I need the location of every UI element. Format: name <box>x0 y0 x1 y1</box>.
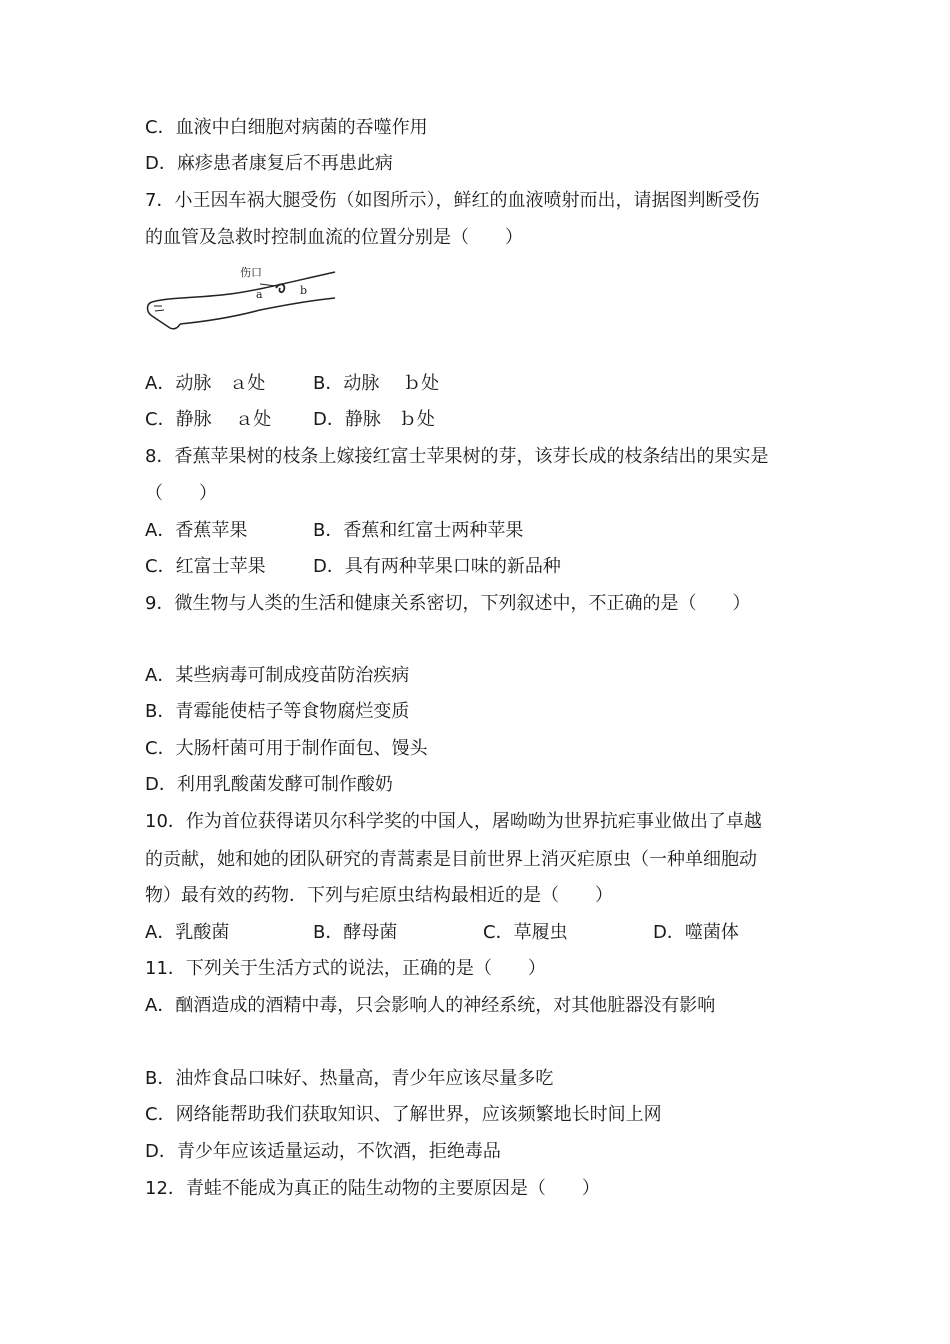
q11-option-b: B．油炸食品口味好、热量高，青少年应该尽量多吃 <box>145 1068 554 1089</box>
q10-stem-line2: 的贡献，她和她的团队研究的青蒿素是目前世界上消灭疟原虫（一种单细胞动 <box>145 849 757 870</box>
q6-option-d: D．麻疹患者康复后不再患此病 <box>145 153 393 174</box>
q7-option-b: B．动脉 ｂ处 <box>313 373 440 394</box>
q7-option-a: A．动脉 ａ处 <box>145 373 266 394</box>
q11-option-a: A．酗酒造成的酒精中毒，只会影响人的神经系统，对其他脏器没有影响 <box>145 995 716 1016</box>
leg-lower-outline <box>180 298 335 324</box>
q7-option-c: C．静脉 ａ处 <box>145 409 272 430</box>
q9-option-c: C．大肠杆菌可用于制作面包、馒头 <box>145 738 428 759</box>
q8-option-d: D．具有两种苹果口味的新品种 <box>313 556 561 577</box>
q9-option-b: B．青霉能使桔子等食物腐烂变质 <box>145 701 410 722</box>
q8-option-b: B．香蕉和红富士两种苹果 <box>313 520 524 541</box>
q11-option-c: C．网络能帮助我们获取知识、了解世界，应该频繁地长时间上网 <box>145 1104 662 1125</box>
q7-stem-line1: 7．小王因车祸大腿受伤（如图所示），鲜红的血液喷射而出，请据图判断受伤 <box>145 190 760 211</box>
q12-stem-line1: 12．青蛙不能成为真正的陆生动物的主要原因是（ ） <box>145 1178 600 1199</box>
q10-option-b: B．酵母菌 <box>313 922 398 943</box>
q6-option-c: C．血液中白细胞对病菌的吞噬作用 <box>145 117 428 138</box>
leg-wound-diagram <box>140 262 340 354</box>
q7-stem-line2: 的血管及急救时控制血流的位置分别是（ ） <box>145 227 523 248</box>
q9-stem-line1: 9．微生物与人类的生活和健康关系密切，下列叙述中，不正确的是（ ） <box>145 593 751 614</box>
q10-stem-line1: 10．作为首位获得诺贝尔科学奖的中国人，屠呦呦为世界抗疟事业做出了卓越 <box>145 811 762 832</box>
q8-option-c: C．红富士苹果 <box>145 556 266 577</box>
wound-label: 伤口 <box>240 266 262 279</box>
q10-stem-line3: 物）最有效的药物．下列与疟原虫结构最相近的是（ ） <box>145 885 613 906</box>
q8-option-a: A．香蕉苹果 <box>145 520 248 541</box>
q10-option-c: C．草履虫 <box>483 922 568 943</box>
q8-stem-line1: 8．香蕉苹果树的枝条上嫁接红富士苹果树的芽，该芽长成的枝条结出的果实是 <box>145 446 769 467</box>
q10-option-d: D．噬菌体 <box>653 922 739 943</box>
q7-option-d: D．静脉 ｂ处 <box>313 409 435 430</box>
q9-option-a: A．某些病毒可制成疫苗防治疾病 <box>145 665 410 686</box>
q8-stem-line2: （ ） <box>145 483 217 504</box>
point-b-label: b <box>300 284 308 297</box>
toe-lines <box>154 306 164 311</box>
q10-option-a: A．乳酸菌 <box>145 922 230 943</box>
q9-option-d: D．利用乳酸菌发酵可制作酸奶 <box>145 774 393 795</box>
q11-option-d: D．青少年应该适量运动，不饮酒，拒绝毒品 <box>145 1141 501 1162</box>
wound-mark <box>276 284 284 292</box>
foot-outline <box>148 302 181 329</box>
wound-line <box>260 284 276 286</box>
point-a-label: a <box>256 288 263 301</box>
q11-stem-line1: 11．下列关于生活方式的说法，正确的是（ ） <box>145 958 546 979</box>
